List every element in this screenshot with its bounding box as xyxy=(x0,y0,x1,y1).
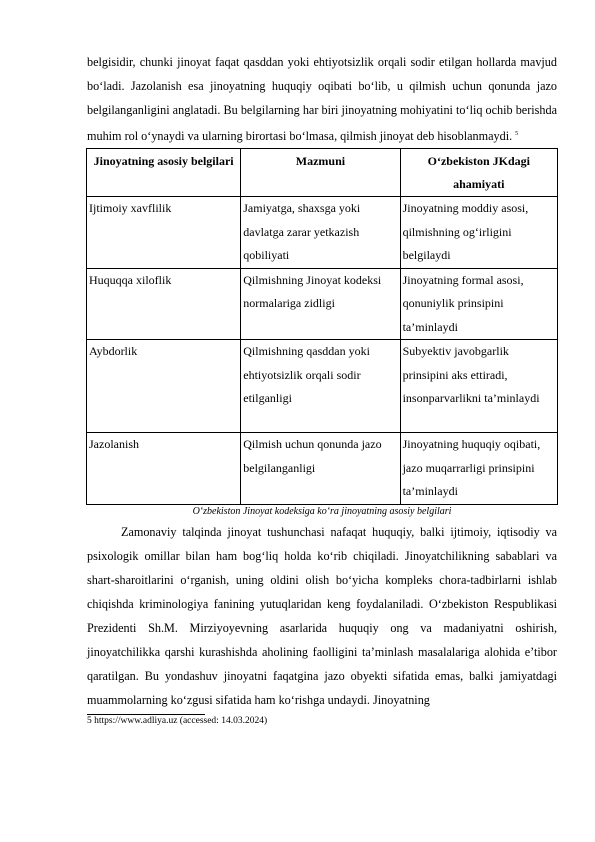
table-cell: Jinoyatning huquqiy oqibati, jazo muqarrarligi prinsipini ta’minlaydi xyxy=(400,433,557,505)
table-cell: Ijtimoiy xavflilik xyxy=(87,197,241,269)
document-page xyxy=(87,50,557,728)
table-cell: Qilmishning qasddan yoki ehtiyotsizlik orqali sodir etilganligi xyxy=(241,340,400,433)
table-row xyxy=(87,433,558,505)
footnote-reference[interactable]: 5 xyxy=(515,131,519,137)
main-paragraph: Zamonaviy talqinda jinoyat tushunchasi nafaqat huquqiy, balki ijtimoiy, iqtisodiy va psixologik omillar bilan ham bog‘liq holda ko‘rib chiqiladi. Jinoyatchilikning sabablari va shart-sharoitlarini o‘rganish, uning oldini olish bo‘yicha kompleks chora-tadbirlarni ishlab chiqishda kriminologiya fanining yutuqlaridan keng foydalaniladi. O‘zbekiston Respublikasi Prezidenti Sh.M. Mirziyoyevning asarlarida huquqiy ong va madaniyatni oshirish, jinoyatchilikka qarshi kurashishda aholining faolligini ta’minlash masalalariga alohida e’tibor qaratilgan. Bu yondashuv jinoyatni faqatgina jazo obyekti sifatida emas, balki jamiyatdagi muammolarning ko‘zgusi sifatida ham ko‘rishga undaydi. Jinoyatning xyxy=(87,524,557,707)
table-cell: Jamiyatga, shaxsga yoki davlatga zarar yetkazish qobiliyati xyxy=(241,197,400,269)
table-row xyxy=(87,197,558,269)
header-content: Mazmuni xyxy=(241,149,400,197)
table-cell: Jinoyatning moddiy asosi, qilmishning og‘irligini belgilaydi xyxy=(400,197,557,269)
table-row xyxy=(87,340,558,433)
table-cell: Jinoyatning formal asosi, qonuniylik prinsipini ta’minlaydi xyxy=(400,268,557,340)
header-criteria: Jinoyatning asosiy belgilari xyxy=(87,149,241,197)
table-header-row xyxy=(87,149,558,197)
table-cell: Aybdorlik xyxy=(87,340,241,433)
table-cell: Qilmishning Jinoyat kodeksi normalariga zidligi xyxy=(241,268,400,340)
table-cell: Subyektiv javobgarlik prinsipini aks ettiradi, insonparvarlikni ta’minlaydi xyxy=(400,340,557,433)
table-caption: O‘zbekiston Jinoyat kodeksiga ko‘ra jinoyatning asosiy belgilari xyxy=(192,505,452,517)
footnote[interactable]: 5 https://www.adliya.uz (accessed: 14.03.2024) xyxy=(87,715,268,726)
table-row xyxy=(87,268,558,340)
table-cell: Jazolanish xyxy=(87,433,241,505)
intro-paragraph xyxy=(87,50,557,148)
criteria-table xyxy=(86,148,558,505)
table-cell: Huquqqa xiloflik xyxy=(87,268,241,340)
intro-text: belgisidir, chunki jinoyat faqat qasddan yoki ehtiyotsizlik orqali sodir etilgan hollarda mavjud bo‘ladi. Jazolanish esa jinoyatning huquqiy oqibati bo‘lib, u qilmish uchun qonunda jazo belgilanganligini anglatadi. Bu belgilarning har biri jinoyatning mohiyatini to‘liq ochib berishda muhim rol o‘ynaydi va ularning birortasi bo‘lmasa, qilmish jinoyat deb hisoblanmaydi. xyxy=(87,55,557,144)
table-cell: Qilmish uchun qonunda jazo belgilanganligi xyxy=(241,433,400,505)
header-significance: O‘zbekiston JKdagi ahamiyati xyxy=(400,149,557,197)
